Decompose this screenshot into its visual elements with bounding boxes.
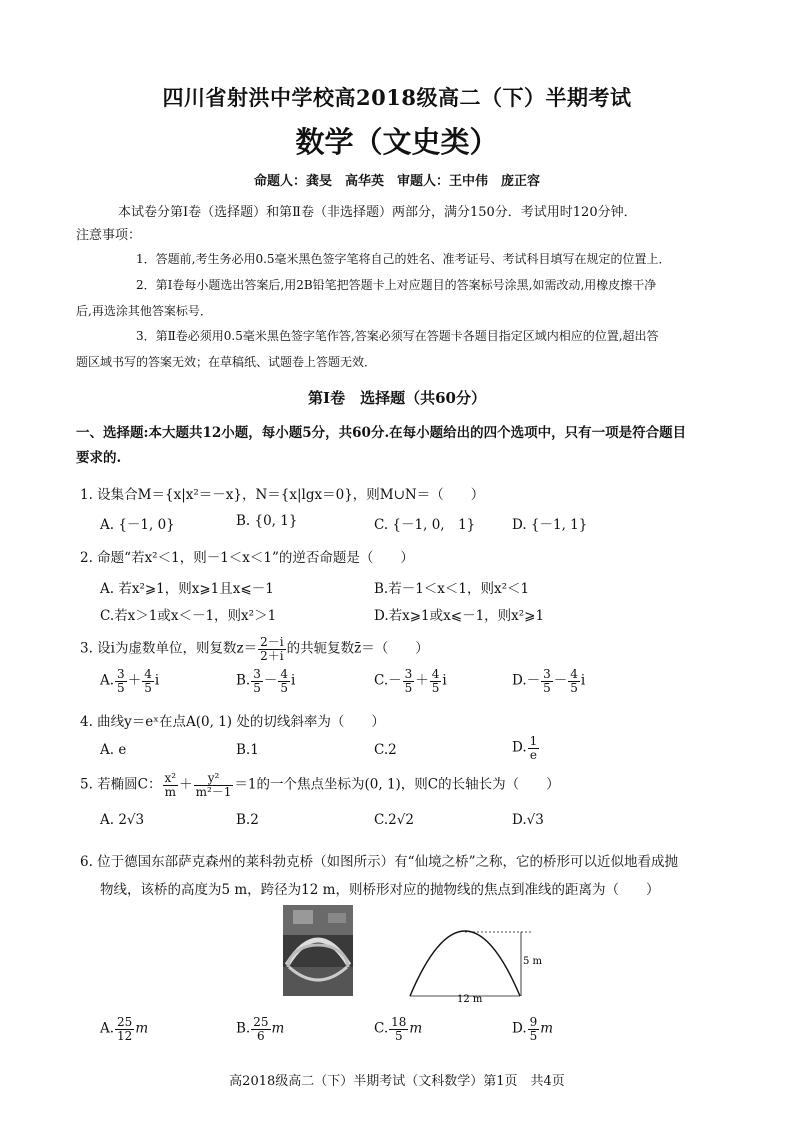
question-1-option-d: D. {－1, 1} [512,517,588,533]
notice-2b: 后,再选涂其他答案标号． [76,304,212,318]
fraction: $\frac{2-i}{2+i}$ [260,635,284,663]
notice-2a: 2．第Ⅰ卷每小题选出答案后,用2B铅笔把答题卡上对应题目的答案标号涂黑,如需改动,用橡皮擦干净 [136,278,657,292]
question-6-option-b: B. $\frac{25}{6}$ m [236,1015,285,1043]
exam-title: 四川省射洪中学校高2018级高二（下）半期考试 [162,85,632,110]
section-title: 第Ⅰ卷 选择题（共60分） [308,389,486,407]
question-4-option-c: C.2 [374,742,397,758]
exam-subtitle: 数学（文史类） [295,125,499,159]
diagram-height-label: 5 m [523,956,543,967]
notice-3b: 题区域书写的答案无效；在草稿纸、试题卷上答题无效． [76,355,377,369]
bridge-photo [283,905,353,996]
question-3-option-a: A. $\frac{3}{5}$ ＋ $\frac{4}{5}$ i [100,667,160,695]
question-3-option-c: C.－ $\frac{3}{5}$ ＋ $\frac{4}{5}$ i [374,667,447,695]
question-4-option-d: D. $\frac{1}{e}$ [512,734,538,762]
question-3-option-b: B. $\frac{3}{5}$ － $\frac{4}{5}$ i [236,667,296,695]
section-instruction-2: 要求的. [76,450,122,466]
question-6-option-c: C. $\frac{18}{5}$ m [374,1015,423,1043]
question-4-stem: 4. 曲线y＝eˣ在点A(0, 1) 处的切线斜率为（ ） [80,714,385,730]
question-3-stem: 3. 设i为虚数单位，则复数z＝ $\frac{2-i}{2+i}$ 的共轭复数z̄＝（ ） [80,635,429,663]
question-6-stem-2: 物线，该桥的高度为5 m，跨径为12 m，则桥形对应的抛物线的焦点到准线的距离为（ ） [100,882,660,898]
diagram-span-label: 12 m [457,994,483,1005]
question-4-option-a: A. e [100,742,127,758]
section-instruction-1: 一、选择题:本大题共12小题，每小题5分，共60分.在每小题给出的四个选项中，只有一项是符合题目 [76,425,687,441]
question-5-option-c: C.2√2 [374,812,414,828]
question-2-option-d: D.若x⩾1或x⩽－1，则x²⩾1 [374,608,545,624]
question-2-option-b: B.若－1＜x＜1，则x²＜1 [374,581,530,597]
question-5-option-b: B.2 [236,812,259,828]
question-1-option-b: B. {0, 1} [236,513,298,529]
parabola-diagram [405,928,555,1008]
question-6-option-a: A. $\frac{25}{12}$ m [100,1015,149,1043]
page-footer: 高2018级高二（下）半期考试（文科数学）第1页 共4页 [229,1074,565,1089]
question-5-stem: 5. 若椭圆C： $\frac{\text{x²}}{m}$ ＋ $\frac{\text{y²}}{\text{m²－1}}$ ＝1的一个焦点坐标为(0, 1)，则C的长轴长为（ ） [80,771,560,799]
question-2-option-c: C.若x＞1或x＜－1，则x²＞1 [100,608,277,624]
intro-line: 本试卷分第Ⅰ卷（选择题）和第Ⅱ卷（非选择题）两部分，满分150分．考试用时120分钟． [118,205,637,220]
question-1-option-a: A. {－1, 0} [100,517,175,533]
exam-authors: 命题人：龚旻 高华英 审题人：王中伟 庞正容 [253,174,540,189]
question-2-option-a: A. 若x²⩾1，则x⩾1且x⩽－1 [100,581,274,597]
question-5-option-d: D.√3 [512,812,544,828]
notice-title: 注意事项： [76,228,142,243]
question-1-stem: 1. 设集合M＝{x|x²＝－x}，N＝{x|lgx＝0}，则M∪N＝（ ） [80,487,485,503]
question-1-option-c: C. {－1, 0, 1} [374,517,476,533]
notice-1: 1．答题前,考生务必用0.5毫米黑色签字笔将自己的姓名、准考证号、考试科目填写在规定的位置上． [136,252,671,266]
question-5-option-a: A. 2√3 [100,812,145,828]
question-6-stem-1: 6. 位于德国东部萨克森州的莱科勃克桥（如图所示）有“仙境之桥”之称，它的桥形可以近似地看成抛 [80,854,678,870]
question-3-option-d: D.－ $\frac{3}{5}$ － $\frac{4}{5}$ i [512,667,586,695]
question-4-option-b: B.1 [236,742,259,758]
notice-3a: 3．第Ⅱ卷必须用0.5毫米黑色签字笔作答,答案必须写在答题卡各题目指定区域内相应的位置,超出答 [136,329,659,343]
question-2-stem: 2. 命题“若x²＜1，则－1＜x＜1”的逆否命题是（ ） [80,550,414,566]
question-6-option-d: D. $\frac{9}{5}$ m [512,1015,554,1043]
